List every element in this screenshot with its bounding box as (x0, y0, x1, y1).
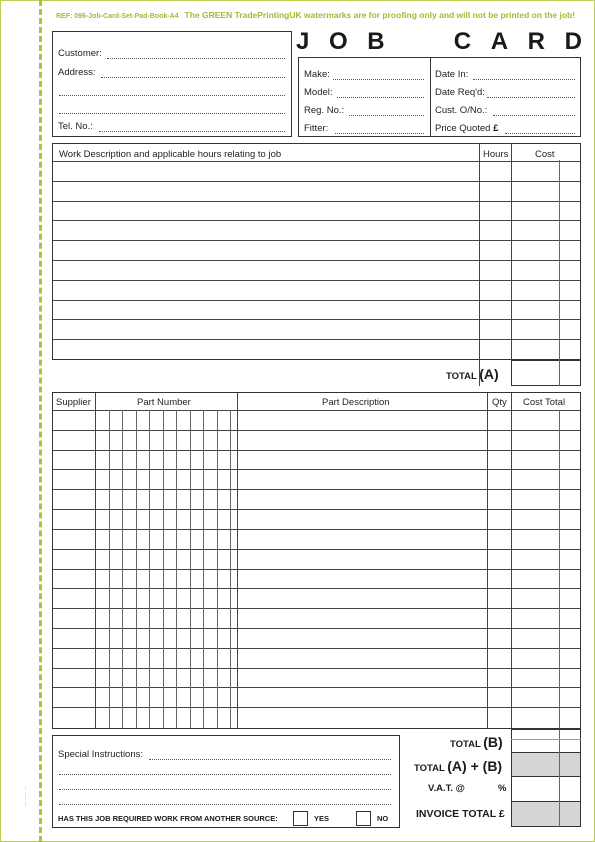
work-table (52, 143, 581, 360)
total-ab-label: TOTAL (A) + (B) (414, 758, 503, 774)
parts-table (52, 392, 581, 729)
no-checkbox[interactable] (356, 811, 371, 826)
hours-divider (479, 143, 480, 386)
part-description-cell[interactable] (237, 509, 487, 529)
parts-column-divider (203, 410, 204, 728)
part-description-cell[interactable] (237, 430, 487, 450)
total-b-box-line (511, 739, 581, 740)
parts-column-divider (487, 393, 488, 728)
title-letter: O (328, 28, 348, 55)
date-reqd-label: Date Req'd: (435, 87, 485, 98)
total-b-label: TOTAL (B) (450, 734, 503, 750)
title-letter: D (564, 28, 582, 55)
parts-column-divider (109, 410, 110, 728)
title-letter: J (296, 28, 310, 55)
invoice-total-box[interactable] (511, 801, 581, 827)
reg-label: Reg. No.: (304, 105, 345, 116)
part-description-cell[interactable] (237, 628, 487, 648)
another-source-question: HAS THIS JOB REQUIRED WORK FROM ANOTHER SOURCE: (58, 814, 278, 823)
cust-ono-field[interactable] (493, 115, 575, 116)
no-label: NO (377, 814, 389, 823)
special-instructions-box (52, 735, 400, 828)
part-description-cell[interactable] (237, 549, 487, 569)
part-description-cell[interactable] (237, 648, 487, 668)
special-line-4[interactable] (59, 804, 391, 805)
yes-label: YES (314, 814, 330, 823)
parts-column-divider (149, 410, 150, 728)
title-gap (404, 28, 434, 56)
parts-column-divider (559, 410, 560, 728)
part-description-cell[interactable] (237, 410, 487, 430)
part-description-cell[interactable] (237, 687, 487, 707)
parts-column-divider (122, 410, 123, 728)
tel-field[interactable] (99, 131, 285, 132)
vehicle-box (298, 57, 431, 137)
parts-column-divider (176, 410, 177, 728)
cust-ono-label: Cust. O/No.: (435, 105, 488, 116)
customer-label: Customer: (58, 48, 102, 59)
parts-column-divider (136, 410, 137, 728)
fitter-label: Fitter: (304, 123, 329, 134)
parts-column-divider (230, 410, 231, 728)
part-description-cell[interactable] (237, 569, 487, 589)
model-field[interactable] (337, 97, 424, 98)
proof-notice: The GREEN TradePrintingUK watermarks are for proofing only and will not be printed on the job! (184, 10, 576, 20)
work-description-cell[interactable] (53, 181, 479, 201)
address-field-1[interactable] (101, 77, 285, 78)
cost-total-header: Cost Total (523, 397, 566, 408)
work-desc-header: Work Description and applicable hours relating to job (59, 149, 282, 160)
special-line-2[interactable] (59, 774, 391, 775)
price-quoted-field[interactable] (505, 133, 575, 134)
price-quoted-label: Price Quoted £ (435, 123, 499, 134)
fitter-field[interactable] (335, 133, 424, 134)
total-a-pence-divider (559, 360, 560, 386)
title-letter: C (453, 28, 472, 55)
yes-checkbox[interactable] (293, 811, 308, 826)
title-letter: R (527, 28, 545, 55)
part-description-cell[interactable] (237, 489, 487, 509)
pence-divider (559, 160, 560, 386)
tel-label: Tel. No.: (58, 121, 93, 132)
part-description-cell[interactable] (237, 588, 487, 608)
parts-column-divider (237, 393, 238, 728)
dates-box (430, 57, 581, 137)
part-desc-header: Part Description (322, 397, 390, 408)
vat-percent: % (498, 783, 507, 794)
model-label: Model: (304, 87, 333, 98)
part-description-cell[interactable] (237, 707, 487, 727)
work-description-cell[interactable] (53, 240, 479, 260)
cost-divider (511, 143, 512, 386)
special-line-3[interactable] (59, 789, 391, 790)
parts-column-divider (163, 410, 164, 728)
customer-box (52, 31, 292, 137)
invoice-total-label: INVOICE TOTAL £ (416, 808, 505, 820)
parts-column-divider (190, 410, 191, 728)
qty-header: Qty (492, 397, 507, 408)
part-description-cell[interactable] (237, 668, 487, 688)
part-description-cell[interactable] (237, 469, 487, 489)
vat-label: V.A.T. @ (428, 783, 465, 794)
ref-code: REF: 096-Job-Card-Set-Pad-Book-A4 (56, 13, 179, 20)
hours-header: Hours (483, 149, 509, 160)
total-a-box[interactable] (511, 360, 581, 386)
total-ab-box[interactable] (511, 752, 581, 777)
special-instructions-label: Special Instructions: (58, 749, 144, 760)
page-title (296, 28, 582, 56)
special-line-1[interactable] (149, 759, 391, 760)
side-note: — — — — (22, 786, 27, 806)
make-field[interactable] (333, 79, 424, 80)
part-description-cell[interactable] (237, 529, 487, 549)
work-description-cell[interactable] (53, 260, 479, 280)
perforation-line (39, 0, 42, 842)
parts-column-divider (95, 393, 96, 728)
reference-line (56, 10, 586, 20)
title-letter: B (367, 28, 385, 55)
reg-field[interactable] (349, 115, 424, 116)
date-in-field[interactable] (473, 79, 575, 80)
totals-pence-divider (559, 729, 560, 827)
part-number-header: Part Number (137, 397, 191, 408)
date-reqd-field[interactable] (487, 97, 575, 98)
title-letter: A (490, 28, 509, 55)
make-label: Make: (304, 69, 330, 80)
part-description-cell[interactable] (237, 608, 487, 628)
work-description-cell[interactable] (53, 300, 479, 320)
address-field-2[interactable] (59, 95, 285, 96)
cost-header: Cost (535, 149, 555, 160)
supplier-header: Supplier (56, 397, 91, 408)
address-label: Address: (58, 67, 96, 78)
customer-field[interactable] (107, 58, 285, 59)
work-description-cell[interactable] (53, 201, 479, 221)
part-description-cell[interactable] (237, 450, 487, 470)
parts-column-divider (217, 410, 218, 728)
address-field-3[interactable] (59, 113, 285, 114)
work-description-cell[interactable] (53, 220, 479, 240)
parts-column-divider (511, 393, 512, 728)
work-description-cell[interactable] (53, 161, 479, 181)
work-description-cell[interactable] (53, 319, 479, 339)
work-description-cell[interactable] (53, 280, 479, 300)
total-a-label: TOTAL (A) (446, 366, 499, 382)
date-in-label: Date In: (435, 69, 469, 80)
work-description-cell[interactable] (53, 339, 479, 359)
